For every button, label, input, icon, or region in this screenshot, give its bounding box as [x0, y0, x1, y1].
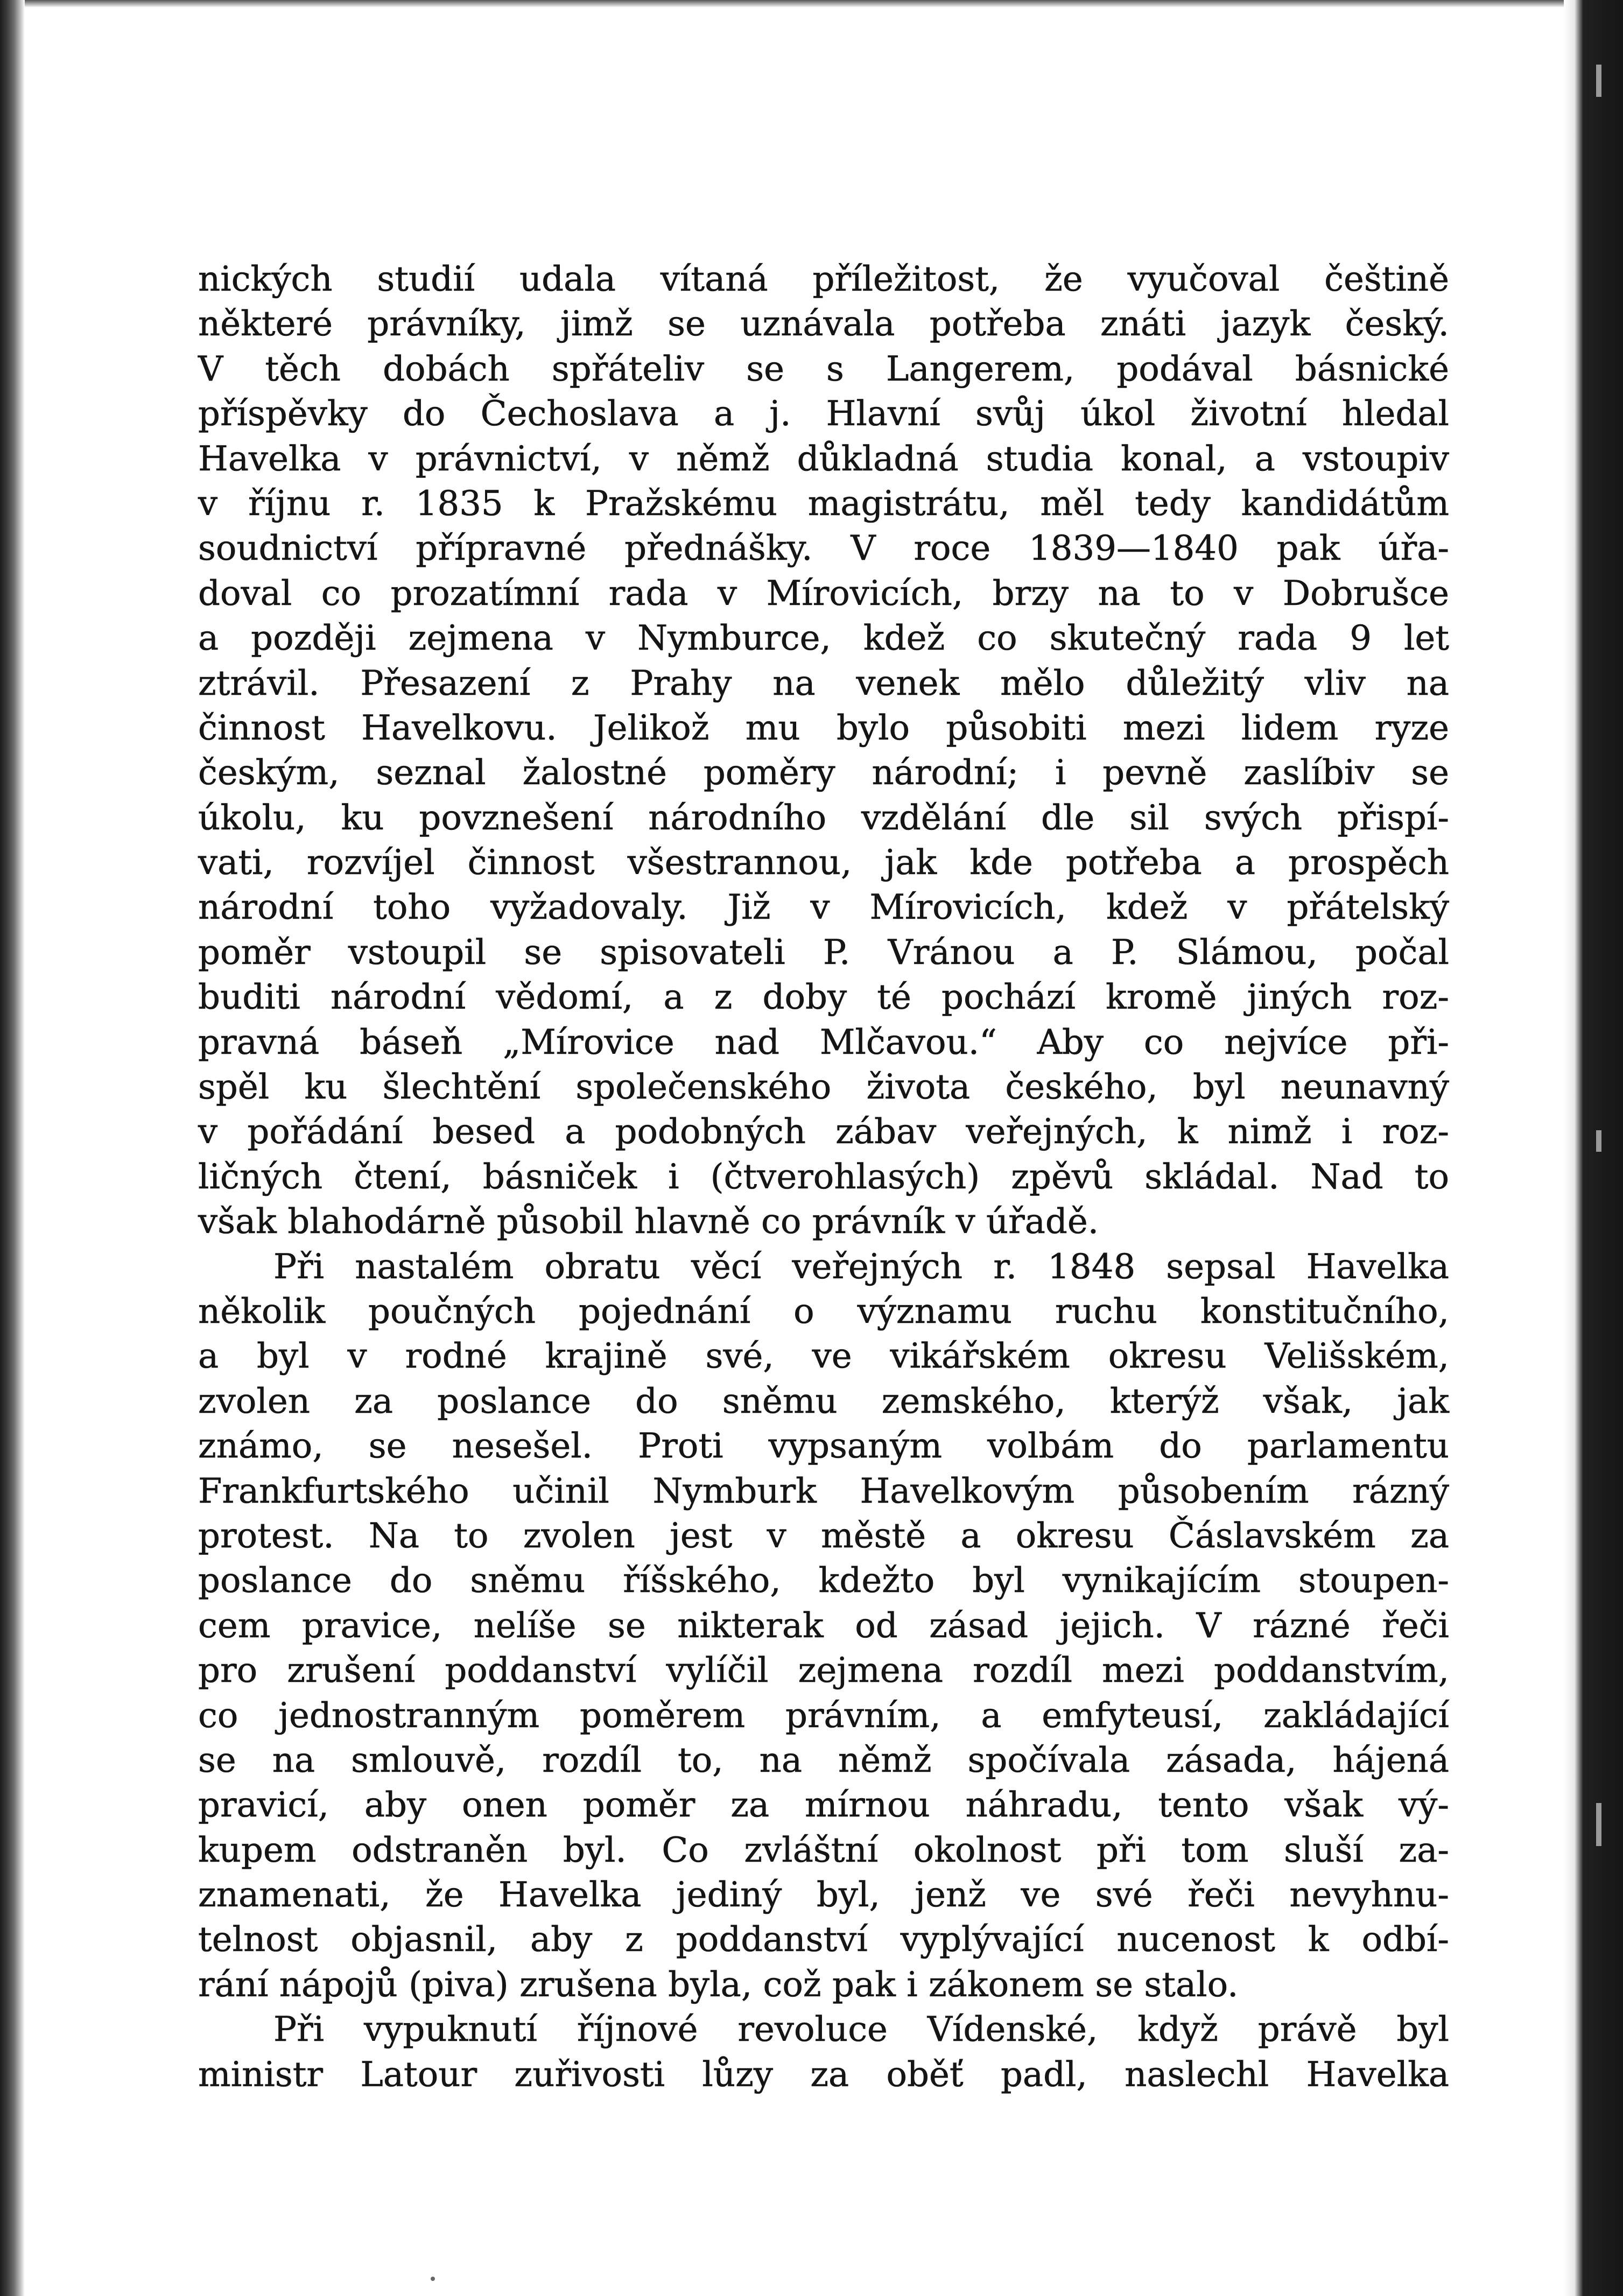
- text-line: několik poučných pojednání o významu ruchu konstitučního,: [198, 1291, 1449, 1332]
- text-line: zvolen za poslance do sněmu zemského, kterýž však, jak: [198, 1381, 1449, 1421]
- body-text: [198, 257, 1449, 2097]
- page-top-edge: [0, 0, 1623, 8]
- dust-speck: [431, 2277, 435, 2281]
- text-line: ministr Latour zuřivosti lůzy za oběť padl, naslechl Havelka: [198, 2054, 1449, 2095]
- edge-mark: [1596, 1130, 1601, 1152]
- text-line: a později zejmena v Nymburce, kdež co skutečný rada 9 let: [198, 618, 1449, 659]
- paragraph-end-line: rání nápojů (piva) zrušena byla, což pak i zákonem se stalo.: [198, 1964, 1239, 2005]
- text-line: co jednostranným poměrem právním, a emfyteusí, zakládající: [198, 1695, 1449, 1736]
- text-line: se na smlouvě, rozdíl to, na němž spočívala zásada, hájená: [198, 1740, 1449, 1780]
- edge-mark: [1596, 65, 1601, 97]
- text-line: pravná báseň „Mírovice nad Mlčavou.“ Aby co nejvíce při-: [198, 1022, 1449, 1062]
- text-line: V těch dobách spřáteliv se s Langerem, podával básnické: [198, 349, 1449, 389]
- edge-mark: [1596, 1803, 1601, 1846]
- text-line: znamenati, že Havelka jediný byl, jenž ve své řeči nevyhnu-: [198, 1875, 1449, 1915]
- text-line: ztrávil. Přesazení z Prahy na venek mělo důležitý vliv na: [198, 663, 1449, 703]
- text-line: českým, seznal žalostné poměry národní; i pevně zaslíbiv se: [198, 753, 1449, 793]
- text-line: úkolu, ku povznešení národního vzdělání dle sil svých přispí-: [198, 798, 1449, 838]
- paragraph-start-line: Při vypuknutí říjnové revoluce Vídenské, když právě byl: [273, 2010, 1449, 2050]
- text-line: známo, se nesešel. Proti vypsaným volbám do parlamentu: [198, 1426, 1449, 1467]
- text-line: vati, rozvíjel činnost všestrannou, jak kde potřeba a prospěch: [198, 843, 1449, 883]
- text-line: cem pravice, nelíše se nikterak od zásad jejich. V rázné řeči: [198, 1605, 1449, 1646]
- text-line: v říjnu r. 1835 k Pražskému magistrátu, měl tedy kandidátům: [198, 483, 1449, 524]
- text-line: národní toho vyžadovaly. Již v Mírovicích, kdež v přátelský: [198, 888, 1449, 928]
- text-line: poměr vstoupil se spisovateli P. Vránou a P. Slámou, počal: [198, 932, 1449, 973]
- text-line: ličných čtení, básniček i (čtverohlasých) zpěvů skládal. Nad to: [198, 1157, 1449, 1197]
- text-line: pro zrušení poddanství vylíčil zejmena rozdíl mezi poddanstvím,: [198, 1651, 1449, 1691]
- text-line: příspěvky do Čechoslava a j. Hlavní svůj úkol životní hledal: [198, 394, 1449, 434]
- text-line: činnost Havelkovu. Jelikož mu bylo působiti mezi lidem ryze: [198, 708, 1449, 748]
- text-line: spěl ku šlechtění společenského života českého, byl neunavný: [198, 1067, 1449, 1108]
- text-line: protest. Na to zvolen jest v městě a okresu Čáslavském za: [198, 1516, 1449, 1556]
- text-line: a byl v rodné krajině své, ve vikářském okresu Velišském,: [198, 1336, 1449, 1377]
- paragraph-end-line: však blahodárně působil hlavně co právník v úřadě.: [198, 1202, 1099, 1242]
- text-line: nických studií udala vítaná příležitost, že vyučoval češtině: [198, 259, 1449, 299]
- page-left-edge: [0, 0, 25, 2296]
- paragraph-start-line: Při nastalém obratu věcí veřejných r. 1848 sepsal Havelka: [273, 1246, 1449, 1287]
- text-line: v pořádání besed a podobných zábav veřejných, k nimž i roz-: [198, 1112, 1449, 1152]
- text-line: telnost objasnil, aby z poddanství vyplývající nucenost k odbí-: [198, 1920, 1449, 1960]
- text-line: kupem odstraněn byl. Co zvláštní okolnost při tom sluší za-: [198, 1830, 1449, 1870]
- page-right-edge: [1564, 0, 1623, 2296]
- text-line: pravicí, aby onen poměr za mírnou náhradu, tento však vý-: [198, 1785, 1449, 1826]
- text-line: poslance do sněmu říšského, kdežto byl vynikajícím stoupen-: [198, 1561, 1449, 1601]
- text-line: Frankfurtského učinil Nymburk Havelkovým působením rázný: [198, 1471, 1449, 1511]
- text-line: Havelka v právnictví, v němž důkladná studia konal, a vstoupiv: [198, 439, 1449, 479]
- text-line: soudnictví přípravné přednášky. V roce 1839—1840 pak úřa-: [198, 529, 1449, 569]
- text-line: některé právníky, jimž se uznávala potřeba znáti jazyk český.: [198, 304, 1449, 344]
- text-line: doval co prozatímní rada v Mírovicích, brzy na to v Dobrušce: [198, 573, 1449, 614]
- text-line: buditi národní vědomí, a z doby té pochází kromě jiných roz-: [198, 977, 1449, 1018]
